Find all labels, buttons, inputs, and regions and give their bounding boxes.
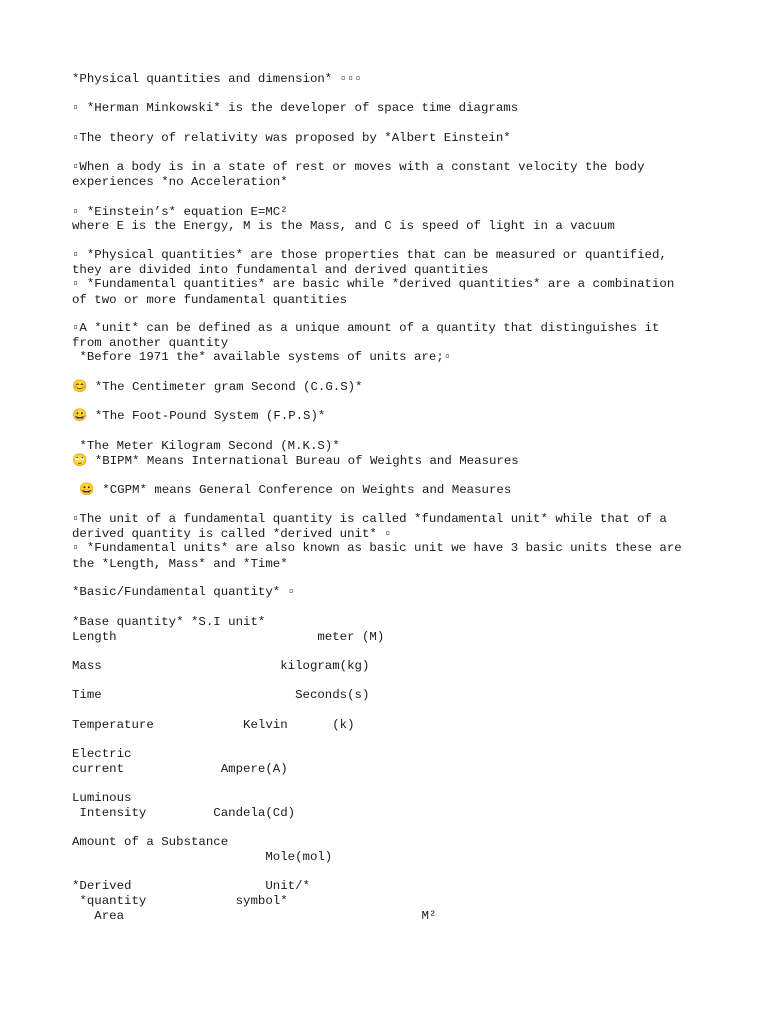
- text-line: ▫ *Physical quantities* are those properties that can be measured or quantified,: [72, 248, 667, 262]
- table-row: Mole(mol): [72, 850, 333, 864]
- table-row: current Ampere(A): [72, 762, 288, 776]
- table-header: *Base quantity* *S.I unit*: [72, 615, 266, 629]
- text-line: ▫ *Fundamental quantities* are basic while *derived quantities* are a combination: [72, 277, 675, 291]
- text-line: ▫The unit of a fundamental quantity is called *fundamental unit* while that of a: [72, 512, 667, 526]
- document-title: *Physical quantities and dimension* ▫▫▫: [72, 72, 362, 86]
- section-heading: *Basic/Fundamental quantity* ▫: [72, 585, 296, 599]
- table-row: Time Seconds(s): [72, 688, 370, 702]
- text-line: ▫ *Fundamental units* are also known as basic unit we have 3 basic units these are: [72, 541, 682, 555]
- table-row: Mass kilogram(kg): [72, 659, 370, 673]
- text-line: *Before 1971 the* available systems of units are;▫: [72, 350, 452, 364]
- table-header: *quantity symbol*: [72, 894, 288, 908]
- text-line: ▫The theory of relativity was proposed by *Albert Einstein*: [72, 131, 511, 145]
- text-line: ▫A *unit* can be defined as a unique amount of a quantity that distinguishes it: [72, 321, 660, 335]
- text-line: ▫When a body is in a state of rest or moves with a constant velocity the body: [72, 160, 645, 174]
- text-line: ▫ *Einstein’s* equation E=MC²: [72, 205, 288, 219]
- table-header: *Derived Unit/*: [72, 879, 310, 893]
- text-line: experiences *no Acceleration*: [72, 175, 288, 189]
- table-row: Temperature Kelvin (k): [72, 718, 355, 732]
- table-row: Intensity Candela(Cd): [72, 806, 296, 820]
- text-line: where E is the Energy, M is the Mass, and C is speed of light in a vacuum: [72, 219, 615, 233]
- list-item: 😀 *The Foot-Pound System (F.P.S)*: [72, 409, 326, 423]
- table-row: Luminous: [72, 791, 132, 805]
- text-line: ▫ *Herman Minkowski* is the developer of space time diagrams: [72, 101, 519, 115]
- list-item: 😀 *CGPM* means General Conference on Weights and Measures: [72, 483, 512, 497]
- text-line: derived quantity is called *derived unit* ▫: [72, 527, 392, 541]
- text-line: of two or more fundamental quantities: [72, 293, 348, 307]
- text-line: from another quantity: [72, 336, 229, 350]
- table-row: Length meter (M): [72, 630, 385, 644]
- list-item: 🙄 *BIPM* Means International Bureau of Weights and Measures: [72, 454, 519, 468]
- table-row: Electric: [72, 747, 132, 761]
- list-item: 😊 *The Centimeter gram Second (C.G.S)*: [72, 380, 363, 394]
- text-line: they are divided into fundamental and derived quantities: [72, 263, 489, 277]
- table-row: Amount of a Substance: [72, 835, 229, 849]
- text-line: the *Length, Mass* and *Time*: [72, 557, 288, 571]
- table-row: Area M²: [72, 909, 437, 923]
- list-item: *The Meter Kilogram Second (M.K.S)*: [72, 439, 340, 453]
